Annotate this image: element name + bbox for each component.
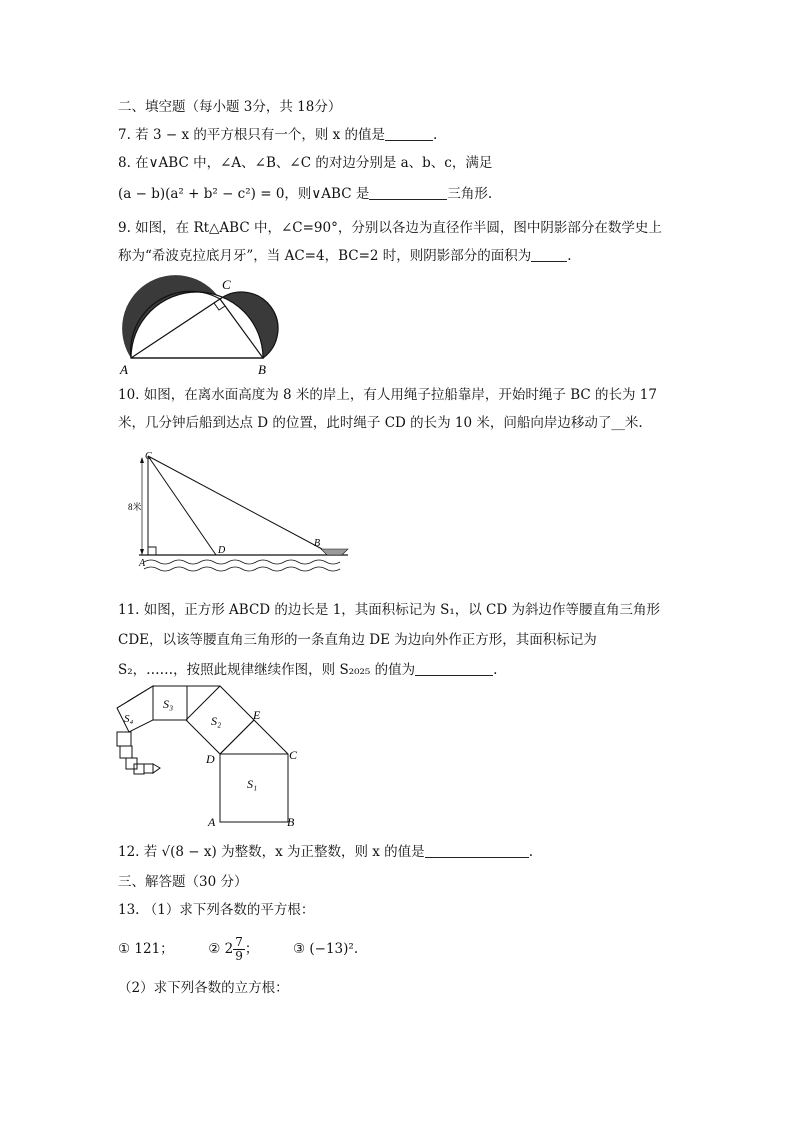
label-s3: S₃ bbox=[163, 697, 174, 711]
label-s4: S₄ bbox=[124, 713, 134, 725]
answer-blank[interactable] bbox=[531, 247, 567, 262]
q8-end: 三角形. bbox=[447, 186, 493, 202]
question-13-items: ① 121； ② 2 $\frac{7}{9}$ ； ③ (−13)². bbox=[118, 935, 359, 963]
height-label: 8米 bbox=[128, 502, 142, 512]
question-9-line2 bbox=[118, 246, 572, 266]
question-11-line3 bbox=[118, 660, 497, 680]
question-9-line1: 9. 如图，在 Rt△ABC 中，∠C=90°，分别以各边为直径作半圆，图中阴影部分在数学史上 bbox=[118, 220, 662, 236]
label-a: A bbox=[120, 362, 128, 377]
q8-equation: (a − b)(a² + b² − c²) = 0，则∨ABC 是 bbox=[118, 186, 370, 202]
square-spiral-figure bbox=[112, 684, 312, 834]
question-13-line3: （2）求下列各数的立方根： bbox=[118, 980, 289, 996]
label-d: D bbox=[206, 752, 215, 766]
q9-text: 称为“希波克拉底月牙”，当 AC=4，BC=2 时，则阴影部分的面积为 bbox=[118, 248, 532, 264]
fraction: $\frac{7}{9}$ bbox=[235, 935, 243, 963]
square-s4 bbox=[117, 686, 153, 732]
label-s1: S₁ bbox=[247, 777, 258, 791]
question-11-line2: CDE，以该等腰直角三角形的一条直角边 DE 为边向外作正方形，其面积标记为 bbox=[118, 632, 597, 648]
label-b: B bbox=[314, 538, 321, 549]
q7-end: . bbox=[433, 127, 438, 143]
answer-blank[interactable] bbox=[415, 661, 493, 676]
q13-item-1: ① 121； bbox=[118, 941, 174, 957]
label-b: B bbox=[287, 815, 295, 829]
boat-icon bbox=[321, 549, 348, 555]
question-10-line1: 10. 如图，在离水面高度为 8 米的岸上，有人用绳子拉船靠岸，开始时绳子 BC 的长为 17 bbox=[118, 387, 657, 403]
q11-end: . bbox=[493, 662, 498, 678]
q7-text: 7. 若 3 − x 的平方根只有一个，则 x 的值是 bbox=[118, 127, 386, 143]
q13-item-3: ③ (−13)². bbox=[292, 941, 359, 957]
label-e: E bbox=[253, 708, 261, 722]
question-13-line1: 13. （1）求下列各数的平方根： bbox=[118, 902, 315, 918]
question-10-line2: 米，几分钟后船到达点 D 的位置，此时绳子 CD 的长为 10 米，问船向岸边移动了__米. bbox=[118, 415, 643, 431]
hippocrates-lune-figure bbox=[115, 272, 295, 380]
question-8-line2 bbox=[118, 184, 492, 204]
answer-blank[interactable] bbox=[369, 185, 447, 200]
q12-text: 12. 若 √(8 − x) 为整数，x 为正整数，则 x 的值是 bbox=[118, 844, 425, 860]
answer-blank[interactable] bbox=[425, 843, 529, 858]
question-12 bbox=[118, 842, 533, 862]
q9-end: . bbox=[567, 248, 572, 264]
question-7 bbox=[118, 125, 437, 145]
label-c: C bbox=[145, 451, 152, 462]
section-title: 二、填空题（每小题 3分，共 18分） bbox=[118, 99, 342, 115]
label-a: A bbox=[208, 815, 216, 829]
label-s2: S₂ bbox=[211, 714, 222, 728]
boat-rope-figure bbox=[124, 446, 354, 576]
label-a: A bbox=[139, 558, 146, 569]
label-c: C bbox=[222, 277, 231, 292]
label-b: B bbox=[258, 362, 266, 377]
q11-text: S₂，……，按照此规律继续作图，则 S₂₀₂₅ 的值为 bbox=[118, 662, 416, 678]
label-d: D bbox=[218, 545, 226, 556]
question-8-line1: 8. 在∨ABC 中，∠A、∠B、∠C 的对边分别是 a、b、c，满足 bbox=[118, 155, 493, 171]
section-title: 三、解答题（30 分） bbox=[118, 874, 248, 890]
q13-item-2: ② 2 bbox=[208, 941, 234, 957]
label-c: C bbox=[289, 748, 298, 762]
question-11-line1: 11. 如图，正方形 ABCD 的边长是 1，其面积标记为 S₁，以 CD 为斜边作等腰直角三角形 bbox=[118, 602, 660, 618]
answer-blank[interactable] bbox=[385, 126, 433, 141]
q12-end: . bbox=[528, 844, 533, 860]
